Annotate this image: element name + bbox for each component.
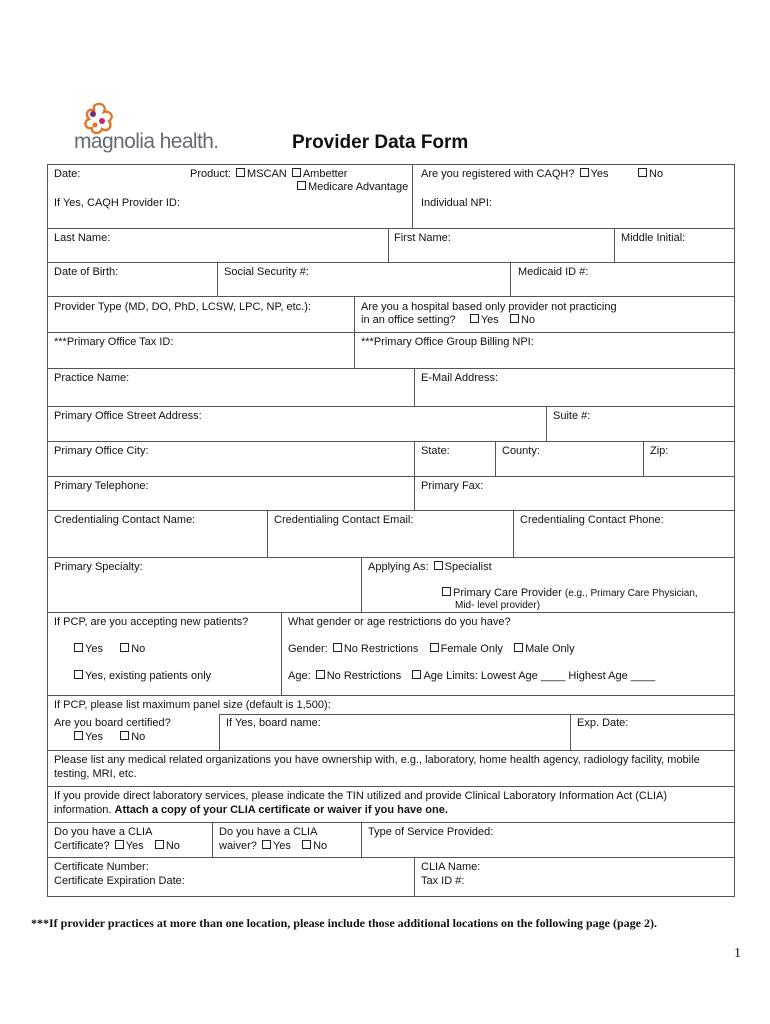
pcp-checkbox[interactable] [442, 587, 451, 596]
board-name-label: If Yes, board name: [226, 717, 321, 729]
female-only-label: Female Only [440, 643, 503, 655]
lab-line2 [54, 804, 448, 817]
ssn-label: Social Security #: [224, 266, 309, 278]
hospital-yes-label: Yes [480, 314, 499, 326]
clia-waiver-label: waiver? [219, 840, 257, 852]
medicare-label: Medicare Advantage [308, 181, 409, 193]
fax-label: Primary Fax: [421, 480, 484, 492]
board-no-checkbox[interactable] [120, 731, 129, 740]
age-no-restrictions-checkbox[interactable] [316, 670, 325, 679]
hospital-no-label: No [520, 314, 536, 326]
age-limits-checkbox[interactable] [412, 670, 421, 679]
pcp-note-1: (e.g., Primary Care Physician, [564, 588, 698, 599]
last-name-label: Last Name: [54, 232, 111, 244]
cert-exp-label: Certificate Expiration Date: [54, 875, 185, 887]
lab-info-label: information. [54, 804, 112, 816]
clia-cert-label: Certificate? [54, 840, 110, 852]
magnolia-health-logo [74, 102, 234, 160]
gender-no-restrictions-label: No Restrictions [343, 643, 419, 655]
caqh-label: Are you registered with CAQH? [421, 168, 575, 180]
cert-number-label: Certificate Number: [54, 861, 149, 873]
hospital-yes-checkbox[interactable] [470, 314, 479, 323]
date-label: Date: [54, 168, 81, 180]
pcp-new-label: If PCP, are you accepting new patients? [54, 616, 249, 628]
exp-date-label: Exp. Date: [577, 717, 629, 729]
gender-label: Gender: [288, 643, 328, 655]
caqh-question [421, 168, 608, 181]
caqh-no-option [636, 168, 663, 181]
board-question: Are you board certified? [54, 717, 171, 729]
pcp-new-yes-label: Yes [85, 643, 103, 655]
medicare-field [295, 181, 408, 194]
clia-tax-label: Tax ID #: [421, 875, 465, 887]
existing-only-checkbox[interactable] [74, 670, 83, 679]
clia-waiver-options [219, 840, 327, 853]
practice-name-label: Practice Name: [54, 372, 130, 384]
board-options [72, 731, 145, 744]
clia-cert-yes-checkbox[interactable] [115, 840, 124, 849]
hospital-question-text: in an office setting? [361, 314, 456, 326]
existing-only-option [72, 670, 211, 683]
product-label: Product: [190, 168, 231, 180]
cred-phone-label: Credentialing Contact Phone: [520, 514, 664, 526]
medicare-advantage-checkbox[interactable] [297, 181, 306, 190]
billing-npi-label: ***Primary Office Group Billing NPI: [361, 336, 534, 348]
zip-label: Zip: [650, 445, 669, 457]
age-no-restrictions-label: No Restrictions [326, 670, 402, 682]
male-only-checkbox[interactable] [514, 643, 523, 652]
caqh-yes-label: Yes [590, 168, 609, 180]
ambetter-label: Ambetter [302, 168, 348, 180]
specialist-label: Specialist [444, 561, 492, 573]
email-label: E-Mail Address: [421, 372, 499, 384]
gender-no-restrictions-checkbox[interactable] [333, 643, 342, 652]
pcp-label: Primary Care Provider [453, 587, 562, 599]
street-label: Primary Office Street Address: [54, 410, 202, 422]
service-type-label: Type of Service Provided: [368, 826, 494, 838]
clia-waiver-no-label: No [313, 840, 328, 852]
hospital-question-line1: Are you a hospital based only provider not practicing [361, 301, 617, 313]
clia-attach-note: Attach a copy of your CLIA certificate or waiver if you have one. [114, 804, 448, 816]
dob-label: Date of Birth: [54, 266, 119, 278]
male-only-label: Male Only [525, 643, 575, 655]
age-limits-label: Age Limits: Lowest Age ____ Highest Age ____ [423, 670, 656, 682]
city-label: Primary Office City: [54, 445, 149, 457]
page-title: Provider Data Form [292, 132, 469, 153]
ownership-line2: testing, MRI, etc. [54, 768, 137, 780]
county-label: County: [502, 445, 540, 457]
female-only-checkbox[interactable] [430, 643, 439, 652]
age-label: Age: [288, 670, 311, 682]
cred-email-label: Credentialing Contact Email: [274, 514, 414, 526]
gender-options [288, 643, 575, 656]
clia-waiver-question: Do you have a CLIA [219, 826, 318, 838]
pcp-new-no-checkbox[interactable] [120, 643, 129, 652]
clia-name-label: CLIA Name: [421, 861, 481, 873]
caqh-no-checkbox[interactable] [638, 168, 647, 177]
mscan-label: MSCAN [247, 168, 287, 180]
restrictions-label: What gender or age restrictions do you have? [288, 616, 511, 628]
age-options [288, 670, 655, 683]
telephone-label: Primary Telephone: [54, 480, 149, 492]
hospital-no-checkbox[interactable] [510, 314, 519, 323]
provider-type-label: Provider Type (MD, DO, PhD, LCSW, LPC, NP, etc.): [54, 301, 311, 313]
board-no-label: No [131, 731, 146, 743]
ambetter-checkbox[interactable] [292, 168, 301, 177]
product-field [190, 168, 347, 181]
pcp-new-yes-checkbox[interactable] [74, 643, 83, 652]
caqh-id-label: If Yes, CAQH Provider ID: [54, 197, 180, 209]
clia-waiver-yes-label: Yes [272, 840, 291, 852]
clia-cert-no-checkbox[interactable] [155, 840, 164, 849]
pcp-new-options [72, 643, 145, 656]
hospital-question-line2 [361, 314, 535, 327]
clia-waiver-yes-checkbox[interactable] [262, 840, 271, 849]
board-yes-checkbox[interactable] [74, 731, 83, 740]
medicaid-label: Medicaid ID #: [518, 266, 589, 278]
panel-size-label: If PCP, please list maximum panel size (default is 1,500): [54, 699, 331, 711]
clia-waiver-no-checkbox[interactable] [302, 840, 311, 849]
existing-only-label: Yes, existing patients only [85, 670, 212, 682]
applying-as [368, 561, 492, 574]
page-number: 1 [734, 946, 741, 961]
pcp-new-no-label: No [131, 643, 146, 655]
pcp-note-2: Mid- level provider) [455, 600, 541, 611]
state-label: State: [421, 445, 450, 457]
tax-id-label: ***Primary Office Tax ID: [54, 336, 174, 348]
board-yes-label: Yes [85, 731, 103, 743]
clia-cert-options [54, 840, 180, 853]
middle-initial-label: Middle Initial: [621, 232, 686, 244]
mscan-checkbox[interactable] [236, 168, 245, 177]
npi-label: Individual NPI: [421, 197, 492, 209]
cred-name-label: Credentialing Contact Name: [54, 514, 196, 526]
specialist-checkbox[interactable] [434, 561, 443, 570]
first-name-label: First Name: [394, 232, 451, 244]
applying-as-label: Applying As: [368, 561, 429, 573]
specialty-label: Primary Specialty: [54, 561, 143, 573]
footer-note: ***If provider practices at more than one location, please include those additional locations on the following page (page 2). [31, 916, 657, 930]
clia-cert-no-label: No [165, 840, 180, 852]
caqh-no-label: No [649, 168, 664, 180]
clia-cert-yes-label: Yes [125, 840, 144, 852]
caqh-yes-checkbox[interactable] [580, 168, 589, 177]
logo-text: magnolia health. [74, 130, 219, 153]
suite-label: Suite #: [553, 410, 591, 422]
ownership-line1: Please list any medical related organizations you have ownership with, e.g., laboratory, home health agency, radiology facility, mobile [54, 754, 700, 766]
clia-cert-question: Do you have a CLIA [54, 826, 153, 838]
lab-line1: If you provide direct laboratory services, please indicate the TIN utilized and provide Clinical Laboratory Information Act (CLIA) [54, 790, 668, 802]
